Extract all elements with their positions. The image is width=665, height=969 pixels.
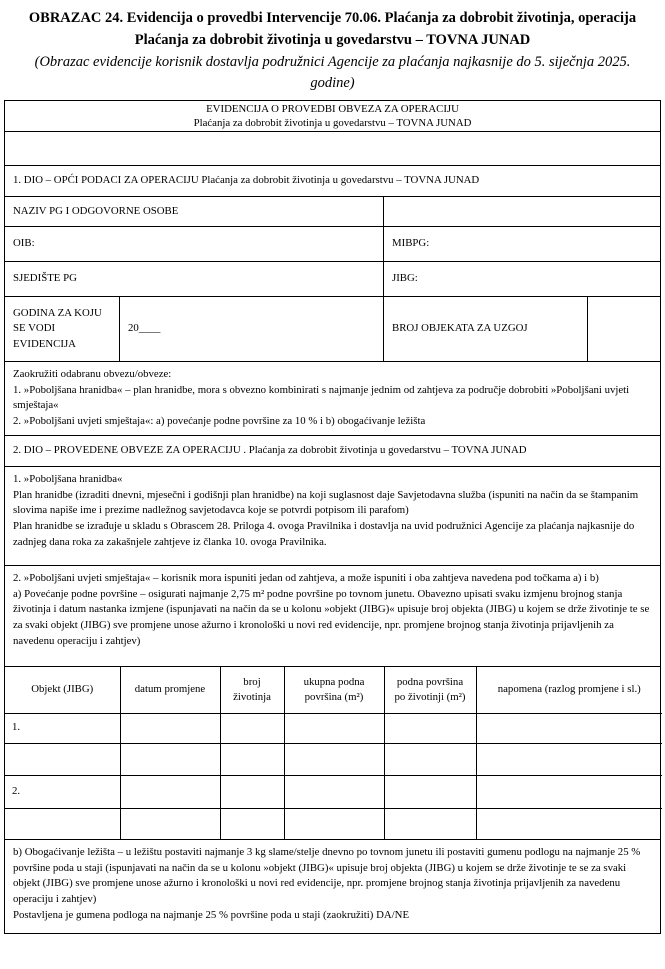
zaokruziti-section — [5, 361, 660, 435]
cell-ukupna — [284, 808, 384, 839]
table-row — [5, 775, 662, 808]
table-row — [5, 808, 662, 839]
godina-row — [5, 296, 660, 361]
naziv-value-cell — [384, 197, 660, 226]
godina-label: GODINA ZA KOJU SE VODI EVIDENCIJA — [13, 306, 102, 350]
cell-datum — [120, 713, 220, 743]
section-1-title-row — [5, 165, 660, 196]
sjediste-cell — [5, 262, 384, 296]
form-banner — [5, 101, 660, 131]
lezista-para-2: Postavljena je gumena podloga na najmanje 25 % površine poda u staji (zaokružiti) DA/NE — [13, 908, 410, 921]
smjestaj-para-2: a) Povećanje podne površine – osigurati najmanje 2,75 m² podne površine po tovnom junetu. Obavezno upisati svaku izmjenu brojnog stanja životinja i datum nastanka izmjene (ispunjavati na način da se u kolonu »objekt (JIBG)« upisuje broj objekta (JIBG) u kojem se drže životinje te se za svaki objekt (JIBG) sve promjene unose ažurno i kronološki u novi red evidencije, npr. promjene brojnog stanja životinja prijavljenih za navedenu operaciju i zahtjev) — [13, 587, 650, 647]
banner-line2: Plaćanja za dobrobit životinja u govedarstvu – TOVNA JUNAD — [193, 117, 472, 129]
cell-objekt — [5, 743, 120, 775]
cell-datum — [120, 808, 220, 839]
oib-mibpg-row — [5, 226, 660, 261]
objekti-table — [5, 667, 662, 839]
cell-napomena — [476, 808, 662, 839]
broj-objekata-label: BROJ OBJEKATA ZA UZGOJ — [392, 322, 528, 335]
cell-napomena — [476, 775, 662, 808]
hranidba-para-1: Plan hranidbe (izraditi dnevni, mjesečni i godišnji plan hranidbe) na koji suglasnost daje Savjetodavna služba (ispuniti na način da se štampanim slovima napiše ime i prezime nadležnog savjetodavca koje se potvrdi potpisom ili parafom) — [13, 488, 639, 517]
cell-po-zivotinji — [384, 775, 476, 808]
jibg-cell — [384, 262, 660, 296]
mibpg-label: MIBPG: — [392, 237, 430, 250]
cell-objekt: 2. — [5, 775, 120, 808]
lezista-para-1: b) Obogaćivanje ležišta – u ležištu postaviti najmanje 3 kg slame/stelje dnevno po tovnom junetu ili postaviti gumenu podlogu na najmanje 25 % površine poda u staji (ispunjavati na način da se u kolonu »objekt (JIBG)« upisuje broj objekta (JIBG) u kojem se drže životinje te se za svaki objekt (JIBG) sve promjene unose ažurno i kronološki u novi red evidencije, npr. promjene brojnog stanja životinja prijavljenih za navedenu operaciju i zahtjev) — [13, 846, 641, 905]
col-header-datum-promjene: datum promjene — [120, 667, 220, 713]
zaokruziti-intro: Zaokružiti odabranu obvezu/obveze: — [13, 368, 172, 380]
godina-label-cell — [5, 297, 120, 361]
sjediste-label: SJEDIŠTE PG — [13, 272, 77, 285]
smjestaj-section — [5, 565, 660, 666]
cell-ukupna — [284, 775, 384, 808]
zaokruziti-item-2: 2. »Poboljšani uvjeti smještaja«: a) povećanje podne površine za 10 % i b) obogaćivanje ležišta — [13, 414, 426, 427]
cell-po-zivotinji — [384, 743, 476, 775]
col-header-broj-zivotinja: broj životinja — [220, 667, 284, 713]
section-2-title-row — [5, 435, 660, 466]
godina-value-cell — [120, 297, 384, 361]
broj-objekata-value-cell — [588, 297, 660, 361]
cell-napomena — [476, 743, 662, 775]
objekti-table-row — [5, 666, 660, 839]
godina-value: 20____ — [128, 322, 161, 335]
section-1-title: 1. DIO – OPĆI PODACI ZA OPERACIJU Plaćanja za dobrobit životinja u govedarstvu – TOVNA JUNAD — [13, 174, 480, 187]
col-header-objekt: Objekt (JIBG) — [31, 683, 94, 696]
table-row — [5, 743, 662, 775]
hranidba-section — [5, 466, 660, 565]
col-header-ukupna-povrsina: ukupna podna površina (m²) — [284, 667, 384, 713]
cell-ukupna — [284, 743, 384, 775]
cell-broj — [220, 743, 284, 775]
section-2-title: 2. DIO – PROVEDENE OBVEZE ZA OPERACIJU . Plaćanja za dobrobit životinja u govedarstvu – TOVNA JUNAD — [13, 444, 527, 457]
cell-po-zivotinji — [384, 808, 476, 839]
cell-ukupna — [284, 713, 384, 743]
zaokruziti-item-1: 1. »Poboljšana hranidba« – plan hranidbe, mora s obvezno kombinirati s najmanje jednim od zahtjeva za područje dobrobiti »Poboljšani uvjeti smještaja« — [13, 383, 630, 412]
lezista-section — [5, 839, 660, 933]
cell-po-zivotinji — [384, 713, 476, 743]
cell-broj — [220, 775, 284, 808]
col-header-napomena: napomena (razlog promjene i sl.) — [476, 667, 662, 713]
col-header-povrsina-po-zivotinji: podna površina po životinji (m²) — [384, 667, 476, 713]
cell-objekt — [5, 808, 120, 839]
broj-objekata-label-cell — [384, 297, 588, 361]
page-subtitle: Plaćanja za dobrobit životinja u govedarstvu – TOVNA JUNAD — [134, 31, 531, 48]
cell-datum — [120, 775, 220, 808]
cell-broj — [220, 713, 284, 743]
evidencija-form — [4, 100, 661, 934]
sjediste-jibg-row — [5, 261, 660, 296]
empty-row — [5, 131, 660, 165]
cell-broj — [220, 808, 284, 839]
document-header — [0, 0, 665, 95]
naziv-row — [5, 196, 660, 226]
cell-napomena — [476, 713, 662, 743]
hranidba-title: 1. »Poboljšana hranidba« — [13, 473, 123, 485]
jibg-label: JIBG: — [392, 272, 418, 285]
oib-label: OIB: — [13, 237, 35, 250]
cell-objekt: 1. — [5, 713, 120, 743]
oib-cell — [5, 227, 384, 261]
submission-note: (Obrazac evidencije korisnik dostavlja podružnici Agencije za plaćanja najkasnije do 5. siječnja 2025. godine) — [34, 53, 631, 92]
hranidba-para-2: Plan hranidbe se izrađuje u skladu s Obrascem 28. Priloga 4. ovoga Pravilnika i dostavlja na uvid podružnici Agencije za plaćanja najkasnije do zadnjeg dana roka za zakašnjele zahtjeve iz članka 10. ovoga Pravilnika. — [13, 519, 635, 548]
objekti-table-header-row — [5, 667, 662, 713]
page-title: OBRAZAC 24. Evidencija o provedbi Intervencije 70.06. Plaćanja za dobrobit životinja, operacija — [28, 10, 637, 26]
smjestaj-para-1: 2. »Poboljšani uvjeti smještaja« – korisnik mora ispuniti jedan od zahtjeva, a može ispuniti i oba zahtjeva navedena pod točkama a) i b) — [13, 572, 599, 584]
naziv-label: NAZIV PG I ODGOVORNE OSOBE — [13, 204, 179, 217]
mibpg-cell — [384, 227, 660, 261]
banner-line1: EVIDENCIJA O PROVEDBI OBVEZA ZA OPERACIJU — [206, 102, 459, 115]
naziv-label-cell — [5, 197, 384, 226]
table-row — [5, 713, 662, 743]
cell-datum — [120, 743, 220, 775]
